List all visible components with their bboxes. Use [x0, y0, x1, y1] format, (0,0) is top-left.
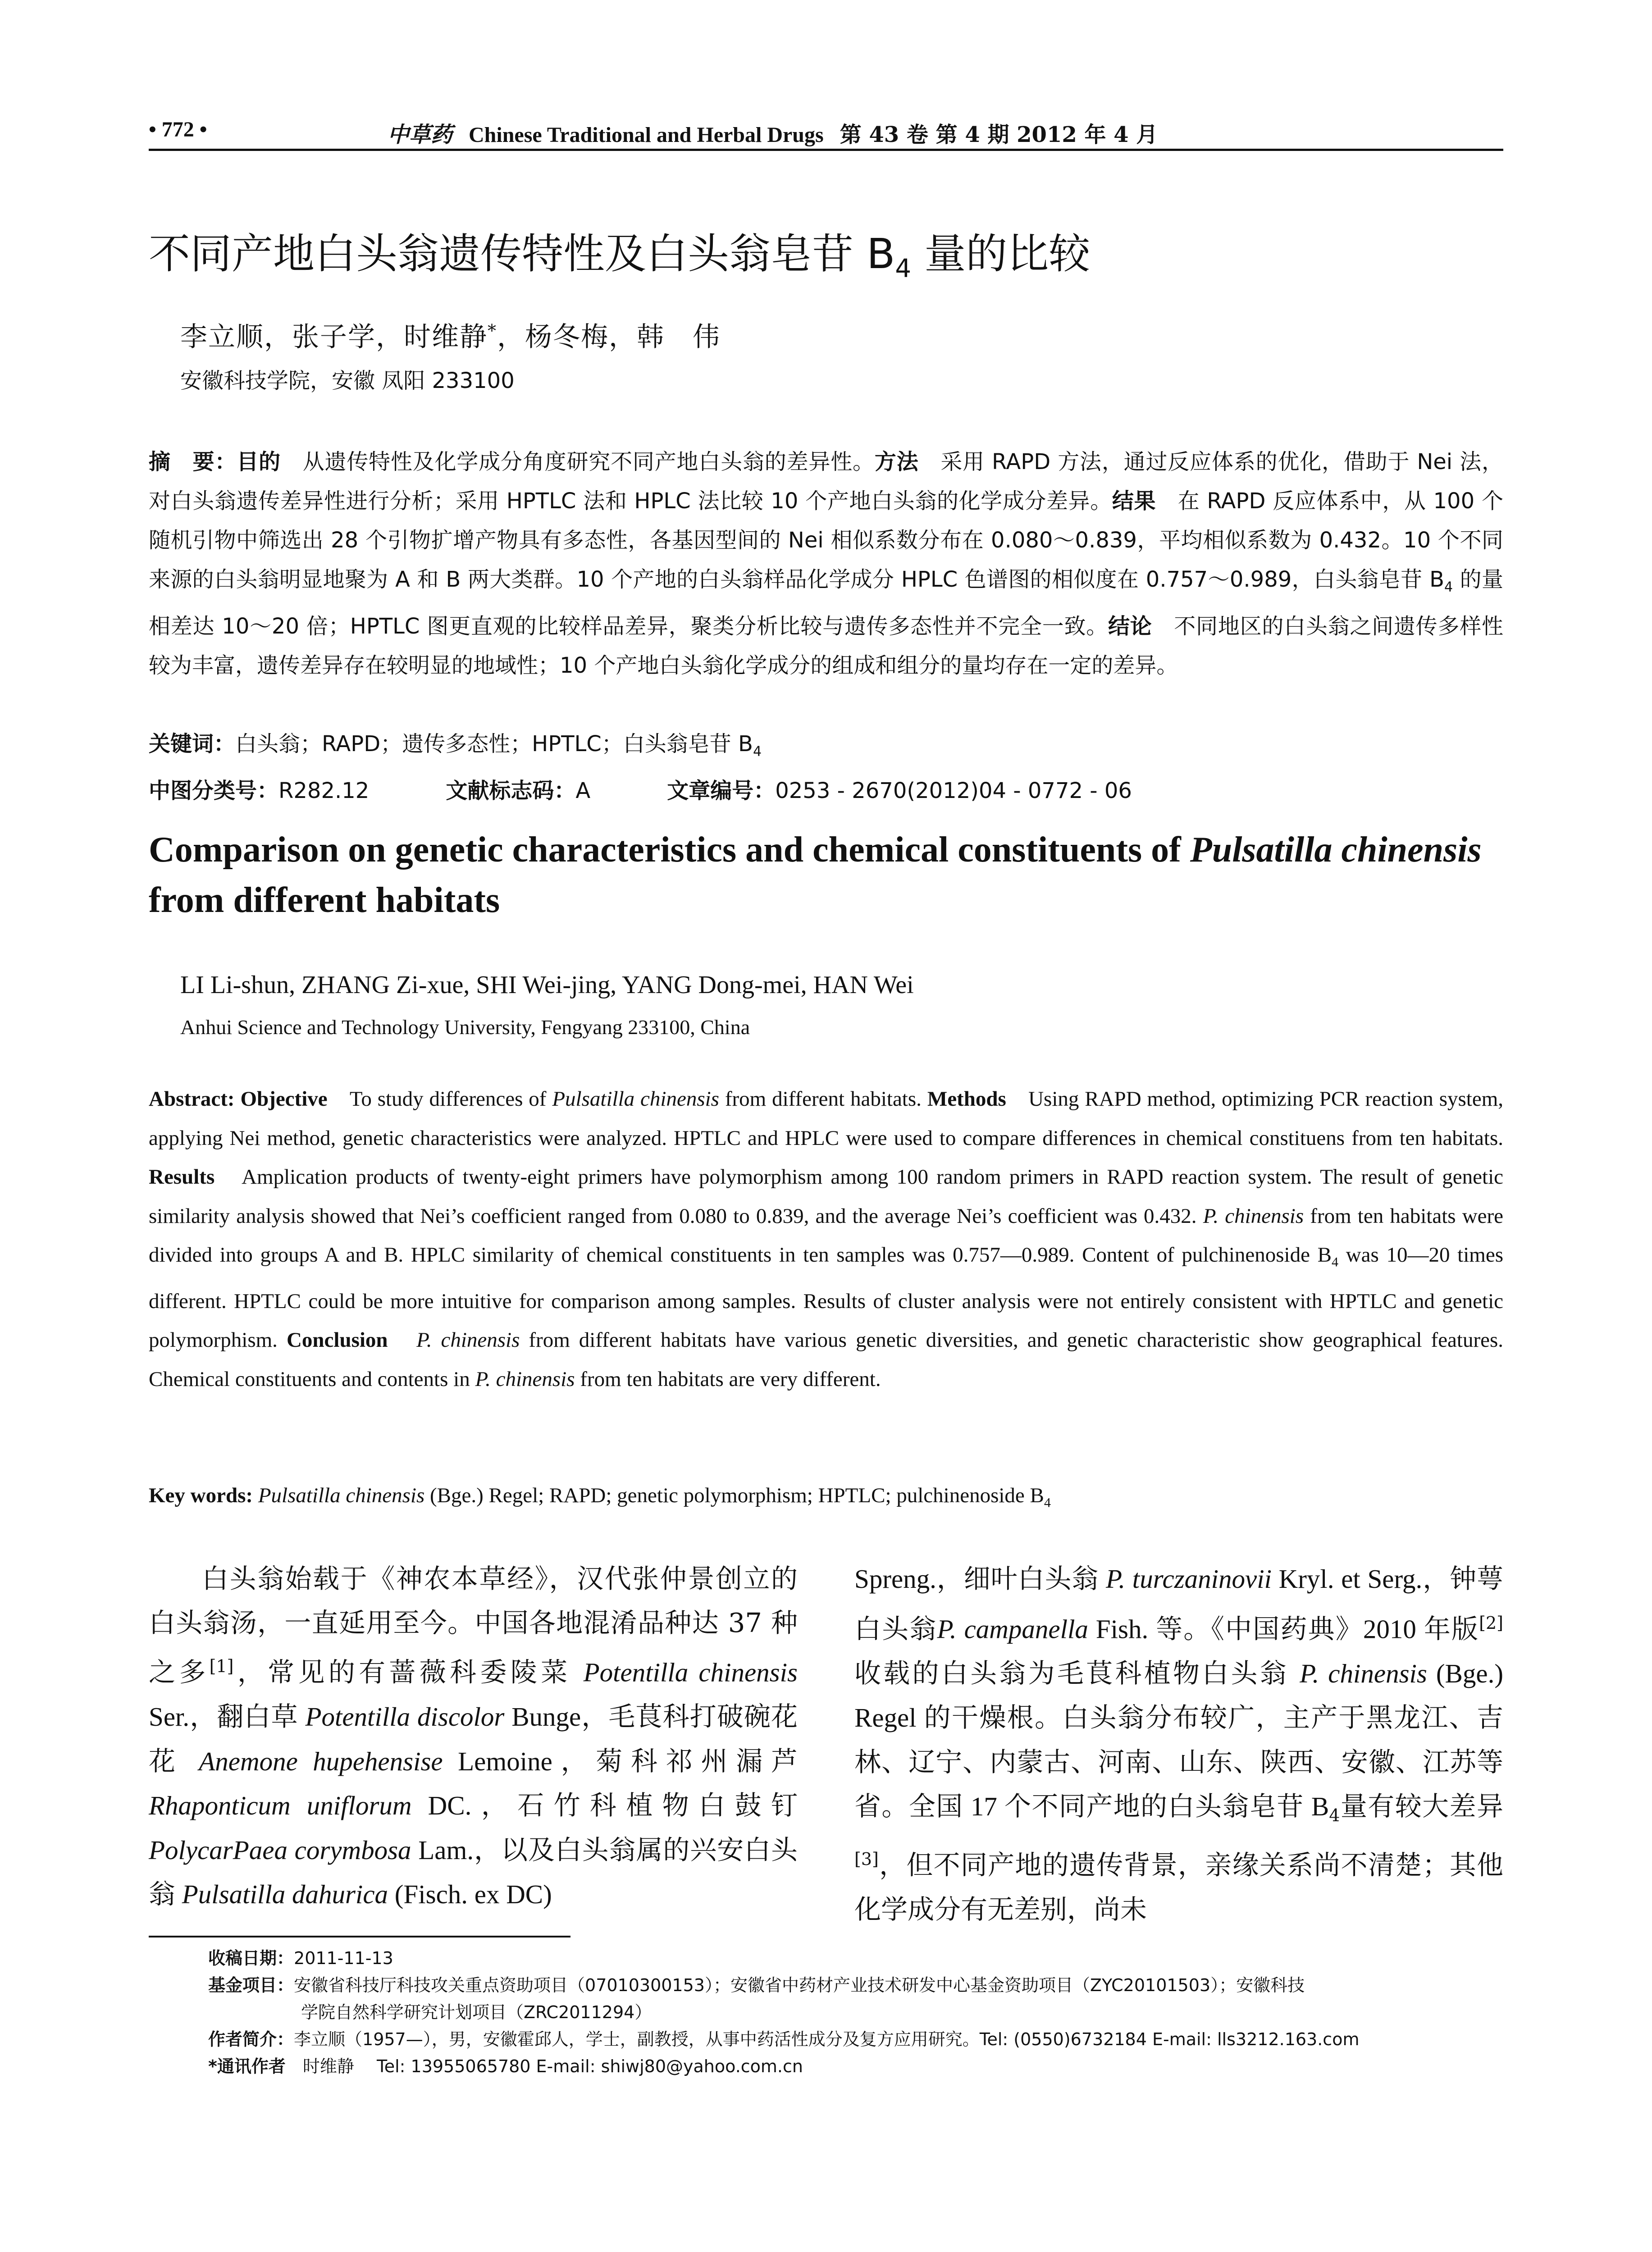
authors-cn-b: ，杨冬梅，韩 伟	[497, 321, 721, 353]
footnote-rule	[149, 1936, 570, 1937]
species-name: P. turczaninovii	[1105, 1564, 1272, 1594]
body-text: DC.，石竹科植物白鼓钉	[411, 1791, 798, 1821]
conclusion-en-species-b: P. chinensis	[475, 1367, 575, 1391]
author-bio-value: 李立顺（1957—），男，安徽霍邱人，学士，副教授，从事中药活性成分及复方应用研究。Tel: (0550)6732184 E-mail: lls3212.163.com	[294, 2029, 1360, 2049]
fund-label: 基金项目：	[208, 1975, 294, 1995]
clc-value: R282.12	[278, 778, 370, 803]
clc-label: 中图分类号：	[149, 778, 279, 803]
title-cn	[149, 221, 1090, 283]
results-en-label: Results	[149, 1165, 215, 1189]
results-cn-sub: 4	[1444, 579, 1453, 595]
species-name: PolycarPaea corymbosa	[149, 1835, 411, 1865]
objective-en-species: Pulsatilla chinensis	[552, 1087, 719, 1111]
corresponding-label: *通讯作者	[208, 2056, 286, 2076]
body-text: Spreng.，细叶白头翁	[854, 1564, 1106, 1594]
body-text: 量有较大差异	[1340, 1791, 1503, 1822]
objective-cn-label: 目的	[237, 449, 281, 474]
body-text: Lemoine，菊科祁州漏芦	[443, 1746, 798, 1776]
methods-cn-text: 采用 RAPD 方法，通过反应体系的优化，借助于 Nei 法，对白头翁遗传差异性进行分析；采用 HPTLC 法和 HPLC 法比较 10 个产地白头翁的化学成分差异。	[149, 449, 1503, 514]
methods-en-label: Methods	[927, 1087, 1006, 1111]
results-en-sub: 4	[1332, 1254, 1339, 1270]
species-name: Rhaponticum uniflorum	[149, 1791, 412, 1821]
results-cn-label: 结果	[1112, 488, 1156, 514]
abstract-en-label: Abstract:	[149, 1087, 235, 1111]
title-cn-end: 量的比较	[911, 230, 1091, 278]
title-cn-sub: 4	[895, 254, 912, 283]
methods-en-text: Using RAPD method, optimizing PCR reaction system, applying Nei method, genetic characteristics were analyzed. HPTLC and HPLC were used to compare differences in chemical constituens from ten habitats.	[149, 1087, 1504, 1150]
citation-3[interactable]: [3]	[854, 1849, 879, 1869]
body-column-left	[149, 1557, 798, 1917]
keywords-en-text: (Bge.) Regel; RAPD; genetic polymorphism; HPTLC; pulchinenoside B	[424, 1484, 1044, 1507]
body-text: (Fisch. ex DC)	[388, 1879, 552, 1910]
article-no-label: 文章编号：	[667, 778, 776, 803]
results-cn-text-a: 在 RAPD 反应体系中，从 100 个随机引物中筛选出 28 个引物扩增产物具有多态性，各基因型间的 Nei 相似系数分布在 0.080～0.839，平均相似系数为 0.432。10 个不同来源的白头翁明显地聚为 A 和 B 两大类群。10 个产地的白头翁样品化学成分 HPLC 色谱图的相似度在 0.757～0.989，白头翁皂苷 B	[149, 488, 1503, 592]
article-meta-cn	[149, 725, 1503, 811]
title-en-a: Comparison on genetic characteristics and chemical constituents of	[149, 830, 1190, 870]
author-bio	[208, 2026, 1503, 2053]
keywords-cn-label: 关键词：	[149, 731, 236, 757]
body-text: Lam.，以及白头翁属的兴安白头翁	[149, 1835, 798, 1910]
conclusion-en-pre	[388, 1328, 417, 1352]
methods-cn-label: 方法	[874, 449, 919, 474]
results-cn-text-b: 的量相差达 10～20 倍；HPTLC 图更直观的比较样品差异，聚类分析比较与遗传多态性并不完全一致。	[149, 567, 1503, 639]
species-name: Pulsatilla dahurica	[182, 1879, 388, 1910]
objective-cn-text: 从遗传特性及化学成分角度研究不同产地白头翁的差异性。	[280, 449, 875, 474]
title-en-b: from different habitats	[149, 880, 500, 920]
journal-info	[388, 117, 1158, 148]
footnotes	[208, 1945, 1503, 2080]
results-en-species: P. chinensis	[1203, 1204, 1304, 1228]
header-rule	[149, 149, 1503, 151]
conclusion-cn-text: 不同地区的白头翁之间遗传多样性较为丰富，遗传差异存在较明显的地域性；10 个产地白头翁化学成分的组成和组分的量均存在一定的差异。	[149, 613, 1503, 678]
fund-info	[208, 1972, 1503, 1999]
citation-1[interactable]: [1]	[209, 1656, 234, 1676]
corresponding-mark: *	[488, 321, 497, 341]
body-text: Ser.，翻白草	[149, 1702, 306, 1732]
abstract-cn-label: 摘 要：	[149, 449, 237, 474]
author-bio-label: 作者简介：	[208, 2029, 294, 2049]
subscript: 4	[1329, 1805, 1340, 1825]
keywords-cn	[149, 725, 1503, 771]
article-no-value: 0253 - 2670(2012)04 - 0772 - 06	[775, 778, 1132, 803]
body-column-right	[854, 1557, 1503, 1931]
authors-cn-a: 李立顺，张子学，时维静	[180, 321, 488, 353]
conclusion-en-b: from ten habitats are very different.	[575, 1367, 881, 1391]
objective-en-b: from different habitats.	[719, 1087, 922, 1111]
body-text: (Bge.) Regel 的干燥根。白头翁分布较广，主产于黑龙江、吉林、辽宁、内蒙古、河南、山东、陕西、安徽、江苏等省。全国 17 个不同产地的白头翁皂苷 B	[854, 1658, 1503, 1822]
keywords-en-species: Pulsatilla chinensis	[258, 1484, 425, 1507]
corresponding-author	[208, 2053, 1503, 2080]
results-en-c: was 10—20 times different. HPTLC could be more intuitive for comparison among samples. Results of cluster analysis were not entirely consistent with HPTLC and genetic polymorphism.	[149, 1243, 1503, 1352]
received-date	[208, 1945, 1503, 1972]
species-name: Anemone hupehensise	[199, 1746, 443, 1776]
species-name: Potentilla discolor	[305, 1702, 505, 1732]
results-en-b: from ten habitats were divided into groups A and B. HPLC similarity of chemical constituents in ten samples was 0.757—0.989. Content of pulchinenoside B	[149, 1204, 1504, 1267]
body-text: ，但不同产地的遗传背景，亲缘关系尚不清楚；其他化学成分有无差别，尚未	[854, 1850, 1503, 1925]
title-cn-text: 不同产地白头翁遗传特性及白头翁皂苷 B	[149, 230, 895, 278]
objective-en-a: To study differences of	[327, 1087, 552, 1111]
received-label: 收稿日期：	[208, 1948, 294, 1968]
journal-name-en: Chinese Traditional and Herbal Drugs	[469, 123, 824, 147]
fund-info-cont: 学院自然科学研究计划项目（ZRC2011294）	[301, 2002, 652, 2022]
body-text: Bunge，毛茛科打破碗花花	[149, 1702, 798, 1776]
results-en-a: Amplication products of twenty-eight primers have polymorphism among 100 random primers in RAPD reaction system. The result of genetic similarity analysis showed that Nei’s coefficient ranged from 0.080 to 0.839, and the average Nei’s coefficient was 0.432.	[149, 1165, 1503, 1228]
authors-cn	[180, 315, 721, 354]
journal-issue: 第 43 卷 第 4 期 2012 年 4 月	[840, 122, 1158, 147]
species-name: P. chinensis	[1300, 1658, 1427, 1688]
citation-2[interactable]: [2]	[1479, 1613, 1503, 1633]
species-name: P. campanella	[937, 1614, 1088, 1644]
doc-code-value: A	[575, 778, 591, 803]
keywords-cn-text: 白头翁；RAPD；遗传多态性；HPTLC；白头翁皂苷 B	[235, 731, 753, 757]
objective-en-label: Objective	[240, 1087, 328, 1111]
keywords-en	[149, 1476, 1503, 1522]
affiliation-cn: 安徽科技学院，安徽 凤阳 233100	[180, 368, 515, 393]
conclusion-en-a: from different habitats have various genetic diversities, and genetic characteristic show geographical features. Chemical constituents and contents in	[149, 1328, 1504, 1391]
abstract-en	[149, 1080, 1503, 1399]
received-value: 2011-11-13	[294, 1948, 393, 1968]
body-text: Fish. 等。《中国药典》2010 年版	[1088, 1614, 1479, 1644]
journal-name-cn: 中草药	[388, 122, 453, 147]
body-text: Kryl. et Serg.，钟萼白头翁	[854, 1564, 1504, 1644]
keywords-cn-sub: 4	[753, 743, 762, 760]
classification-row	[149, 771, 1503, 811]
page-number: • 772 •	[149, 118, 207, 141]
title-en-species: Pulsatilla chinensis	[1190, 830, 1482, 870]
fund-value: 安徽省科技厅科技攻关重点资助项目（07010300153）；安徽省中药材产业技术研发中心基金资助项目（ZYC20101503）；安徽科技	[294, 1975, 1305, 1995]
conclusion-en-species-a: P. chinensis	[416, 1328, 520, 1352]
running-header	[149, 114, 1503, 150]
title-en	[149, 825, 1503, 925]
abstract-cn	[149, 442, 1503, 685]
corresponding-value: 时维静 Tel: 13955065780 E-mail: shiwj80@yahoo.com.cn	[285, 2056, 803, 2076]
body-text: ，常见的有蔷薇科委陵菜	[233, 1656, 584, 1688]
conclusion-en-label: Conclusion	[286, 1328, 388, 1352]
affiliation-en: Anhui Science and Technology University, Fengyang 233100, China	[180, 1016, 750, 1039]
keywords-en-sub: 4	[1044, 1495, 1051, 1510]
body-text: 收载的白头翁为毛茛科植物白头翁	[854, 1657, 1300, 1689]
authors-en: LI Li-shun, ZHANG Zi-xue, SHI Wei-jing, YANG Dong-mei, HAN Wei	[180, 971, 914, 999]
species-name: Potentilla chinensis	[583, 1657, 798, 1687]
conclusion-cn-label: 结论	[1108, 613, 1152, 639]
doc-code-label: 文献标志码：	[446, 778, 576, 803]
body-text: 白头翁始载于《神农本草经》，汉代张仲景创立的白头翁汤，一直延用至今。中国各地混淆品种达 37 种之多	[149, 1563, 798, 1688]
keywords-en-label: Key words:	[149, 1484, 253, 1507]
